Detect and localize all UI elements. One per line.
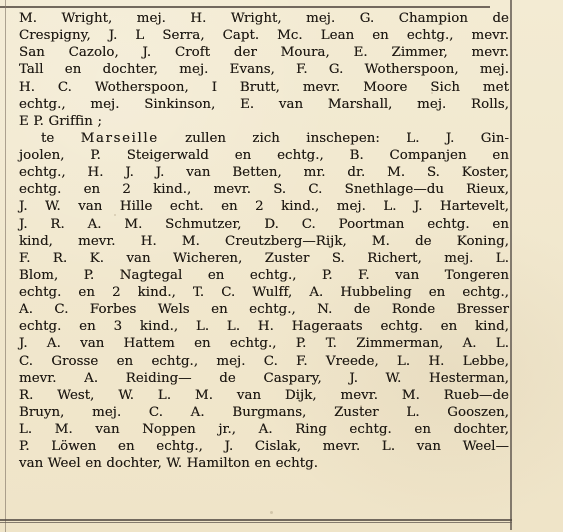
article-line-7: E P. Griffin ; — [19, 113, 102, 129]
paragraph-lead-tail: zullen zich inschepen: L. J. Gin- — [185, 130, 510, 146]
article-line-23: R. West, W. L. M. van Dijk, mevr. M. Rueb—de — [19, 387, 509, 403]
article-line-4: Tall en dochter, mej. Evans, F. G. Wotherspoon, mej. — [19, 62, 509, 78]
article-line-15: F. R. K. van Wicheren, Zuster S. Richert, mej. L. — [19, 250, 509, 266]
article-line-12: J. W. van Hille echt. en 2 kind., mej. L. J. Hartevelt, — [19, 199, 509, 215]
article-line-22: mevr. A. Reiding— de Caspary, J. W. Hesterman, — [19, 370, 509, 386]
bottom-column-rule — [0, 519, 512, 523]
article-line-3: San Cazolo, J. Croft der Moura, E. Zimmer, mevr. — [19, 45, 509, 61]
article-line-1: M. Wright, mej. H. Wright, mej. G. Champion de — [19, 11, 509, 26]
article-line-14: kind, mevr. H. M. Creutzberg—Rijk, M. de Koning, — [19, 233, 509, 249]
article-line-16: Blom, P. Nagtegal en echtg., P. F. van Tongeren — [19, 267, 509, 283]
paper-speck — [114, 214, 116, 216]
paper-speck — [360, 405, 362, 407]
top-column-rule — [0, 6, 490, 8]
paragraph-lead: te — [41, 130, 55, 146]
article-line-24: Bruyn, mej. C. A. Burgmans, Zuster L. Gooszen, — [19, 404, 509, 420]
right-column-rule — [510, 0, 512, 530]
article-line-27: van Weel en dochter, W. Hamilton en echtg. — [19, 456, 318, 472]
article-line-8 — [19, 130, 509, 147]
paper-speck — [431, 92, 433, 94]
article-line-21: C. Grosse en echtg., mej. C. F. Vreede, L. H. Lebbe, — [19, 353, 509, 369]
article-line-11: echtg. en 2 kind., mevr. S. C. Snethlage—du Rieux, — [19, 182, 509, 198]
paper-speck — [270, 511, 273, 514]
article-line-17: echtg. en 2 kind., T. C. Wulff, A. Hubbeling en echtg., — [19, 285, 509, 300]
article-line-26: P. Löwen en echtg., J. Cislak, mevr. L. van Weel— — [19, 439, 509, 455]
left-column-edge — [5, 0, 6, 532]
article-line-6: echtg., mej. Sinkinson, E. van Marshall, mej. Rolls, — [19, 96, 509, 112]
article-line-10: echtg., H. J. J. van Betten, mr. dr. M. S. Koster, — [19, 165, 509, 181]
article-line-5: H. C. Wotherspoon, I Brutt, mevr. Moore Sich met — [19, 79, 509, 95]
passenger-list-article — [19, 10, 509, 472]
article-line-13: J. R. A. M. Schmutzer, D. C. Poortman echtg. en — [19, 216, 509, 232]
article-line-20: J. A. van Hattem en echtg., P. T. Zimmerman, A. L. — [19, 336, 509, 352]
article-line-19: echtg. en 3 kind., L. L. H. Hageraats echtg. en kind, — [19, 319, 509, 335]
article-line-25: L. M. van Noppen jr., A. Ring echtg. en dochter, — [19, 422, 509, 437]
article-line-9: joolen, P. Steigerwald en echtg., B. Companjen en — [19, 148, 509, 163]
port-name-marseille: Marseille — [80, 130, 159, 146]
article-line-2: Crespigny, J. L Serra, Capt. Mc. Lean en echtg., mevr. — [19, 28, 509, 44]
article-line-18: A. C. Forbes Wels en echtg., N. de Ronde Bresser — [19, 302, 509, 318]
